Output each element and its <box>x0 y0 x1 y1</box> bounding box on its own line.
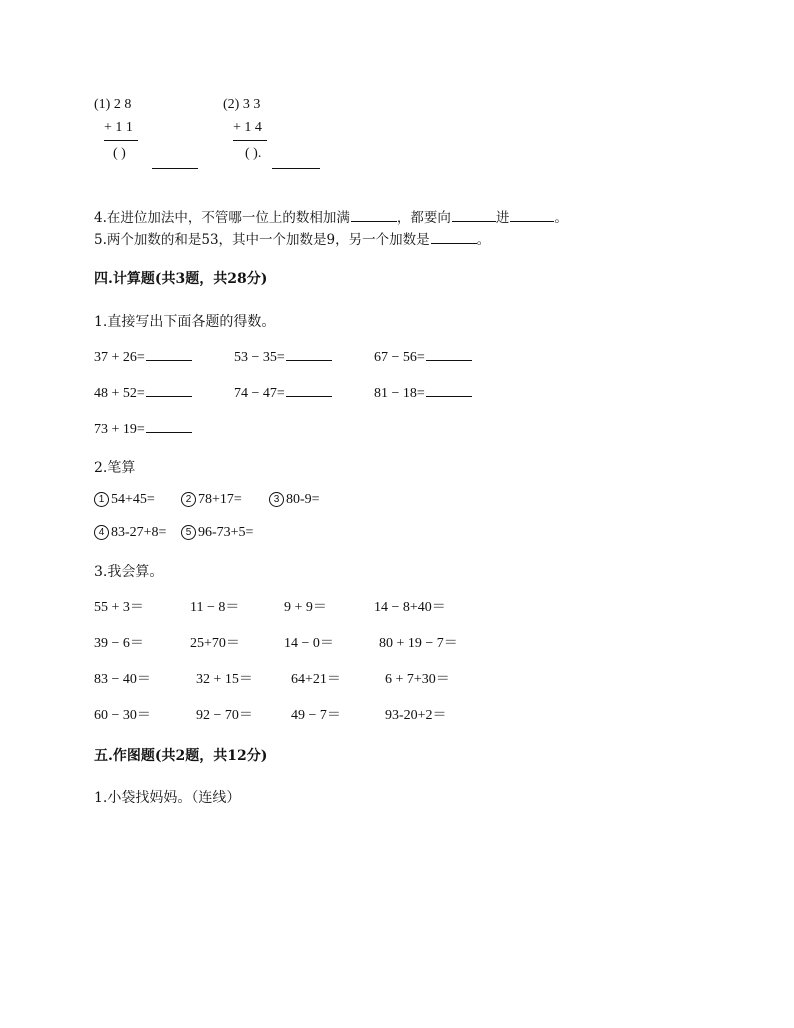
circled-number-3: 3 <box>269 492 284 507</box>
direct-calc-item: 81 − 18= <box>374 386 472 402</box>
mental-calc-item: 14 − 0＝ <box>284 636 334 651</box>
section-4-heading: 四.计算题(共3题，共28分) <box>94 271 268 287</box>
direct-calc-item: 74 − 47= <box>234 386 332 402</box>
mental-calc-item: 6 + 7+30＝ <box>385 672 450 687</box>
question-4-text-1: 4.在进位加法中，不管哪一位上的数相加满 <box>94 210 350 226</box>
section-4-q3-title: 3.我会算。 <box>94 564 164 580</box>
mental-calc-item: 80 + 19 − 7＝ <box>379 636 458 651</box>
mental-calc-item: 25+70＝ <box>190 636 240 651</box>
mental-calc-item: 32 + 15＝ <box>196 672 253 687</box>
section-4-q2-title: 2.笔算 <box>94 460 136 476</box>
mental-calc-item: 9 + 9＝ <box>284 600 327 615</box>
direct-calc-blank[interactable] <box>146 396 192 397</box>
direct-calc-blank[interactable] <box>286 360 332 361</box>
direct-calc-item: 53 − 35= <box>234 350 332 366</box>
vertical-problem-2-answer: ( ). <box>245 146 262 161</box>
mental-calc-item: 92 − 70＝ <box>196 708 253 723</box>
question-5-blank[interactable] <box>431 243 477 244</box>
vertical-problem-1-answer: ( ) <box>113 146 126 161</box>
direct-calc-blank[interactable] <box>426 360 472 361</box>
circled-number-4: 4 <box>94 525 109 540</box>
circled-number-5: 5 <box>181 525 196 540</box>
written-calc-item: 4 83-27+8= <box>94 525 166 541</box>
direct-calc-item: 73 + 19= <box>94 422 192 438</box>
direct-calc-blank[interactable] <box>426 396 472 397</box>
section-5-q1-title: 1.小袋找妈妈。（连线） <box>94 790 241 806</box>
circled-number-2: 2 <box>181 492 196 507</box>
vertical-problem-2-addend: + 1 4 <box>233 120 262 135</box>
question-5-text: 5.两个加数的和是53，其中一个加数是9，另一个加数是 <box>94 232 430 248</box>
mental-calc-item: 11 − 8＝ <box>190 600 240 615</box>
mental-calc-item: 39 − 6＝ <box>94 636 144 651</box>
vertical-problem-1-addend: + 1 1 <box>104 120 133 135</box>
direct-calc-blank[interactable] <box>146 360 192 361</box>
question-4-text-2: ，都要向 <box>396 210 451 226</box>
written-calc-item: 3 80-9= <box>269 492 320 508</box>
question-5 <box>94 228 490 248</box>
direct-calc-item: 67 − 56= <box>374 350 472 366</box>
vertical-problem-1-blank[interactable] <box>152 168 198 169</box>
vertical-problem-2-blank[interactable] <box>272 168 320 169</box>
vertical-problem-2-rule <box>233 140 267 141</box>
mental-calc-item: 14 − 8+40＝ <box>374 600 446 615</box>
direct-calc-blank[interactable] <box>146 432 192 433</box>
mental-calc-item: 64+21＝ <box>291 672 341 687</box>
question-4 <box>94 206 568 226</box>
question-4-end: 。 <box>554 210 568 226</box>
written-calc-item: 1 54+45= <box>94 492 155 508</box>
question-5-end: 。 <box>476 232 491 248</box>
vertical-problem-2-label: (2) 3 3 <box>223 97 261 112</box>
question-4-blank-1[interactable] <box>351 221 397 222</box>
question-4-blank-2[interactable] <box>452 221 496 222</box>
mental-calc-item: 83 − 40＝ <box>94 672 151 687</box>
mental-calc-item: 93-20+2＝ <box>385 708 447 723</box>
mental-calc-item: 55 + 3＝ <box>94 600 144 615</box>
mental-calc-item: 60 − 30＝ <box>94 708 151 723</box>
vertical-problem-1-rule <box>104 140 138 141</box>
question-4-text-3: 进 <box>495 210 510 226</box>
question-4-blank-3[interactable] <box>510 221 554 222</box>
section-4-q1-title: 1.直接写出下面各题的得数。 <box>94 314 276 330</box>
circled-number-1: 1 <box>94 492 109 507</box>
section-5-heading: 五.作图题(共2题，共12分) <box>94 748 268 764</box>
direct-calc-item: 48 + 52= <box>94 386 192 402</box>
direct-calc-blank[interactable] <box>286 396 332 397</box>
direct-calc-item: 37 + 26= <box>94 350 192 366</box>
written-calc-item: 2 78+17= <box>181 492 242 508</box>
mental-calc-item: 49 − 7＝ <box>291 708 341 723</box>
vertical-problem-1-label: (1) 2 8 <box>94 97 132 112</box>
written-calc-item: 5 96-73+5= <box>181 525 253 541</box>
